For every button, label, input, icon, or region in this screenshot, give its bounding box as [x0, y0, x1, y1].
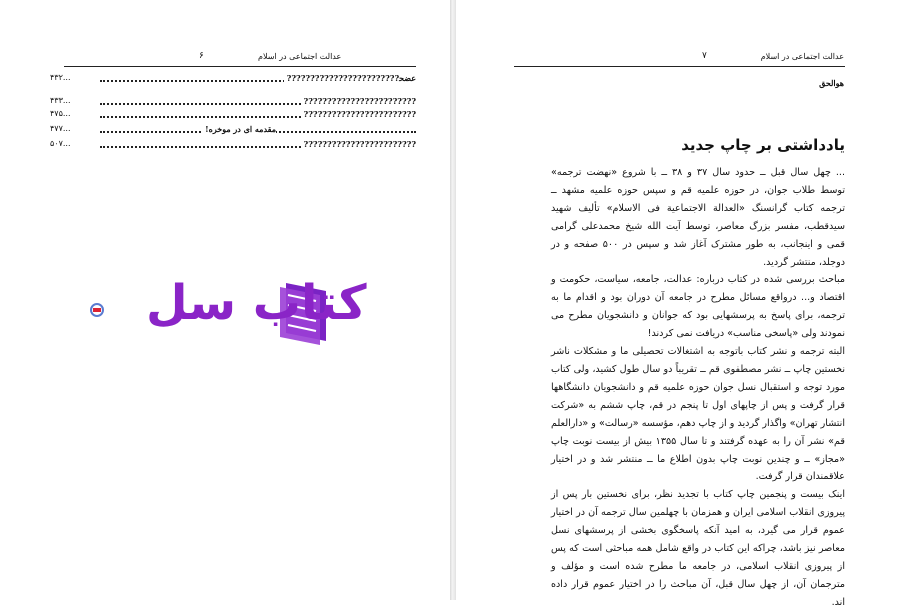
toc-page-number: ۴۳۲...: [50, 73, 71, 82]
right-page: [456, 0, 901, 608]
body-text: [551, 164, 845, 612]
toc-title: ????????????????????????: [301, 139, 417, 149]
paragraph: البته ترجمه و نشر کتاب باتوجه به اشتغالات تحصیلی ما و مشکلات ناشر نخستین چاپ ــ نشر مصطفوی قم ــ تقریباً دو سال طول کشید، ولی کتاب مورد توجه و استقبال نسل جوان حوزه علمیه قم و دانشجویان دانشگاهها قرار گرفت و پس از چاپهای اول تا پنجم در قم، چاپ ششم به «شرکت انتشار تهران» واگذار گردید و از چاپ دهم، مؤسسه «رسالت» و «دارالعلم قم» نشر آن را به عهده گرفتند و تا سال ۱۳۵۵ بیش از بیست نوبت چاپ «مجاز» ــ و چندین نوبت چاپ بدون اطلاع ما ــ منتشر شد و در اختیار علاقمندان قرار گرفت.: [551, 346, 845, 483]
toc-title: ????????????????????????: [301, 109, 417, 119]
toc-title: مقدمه ای در موخره!: [202, 124, 276, 134]
watermark-text: کتاب سل: [146, 275, 367, 331]
toc-row: [50, 124, 416, 136]
toc-title: ????????????????????????: [301, 96, 417, 106]
watermark-logo: [86, 275, 367, 347]
toc-page-number: ۴۷۵...: [50, 109, 71, 118]
left-header-rule: [64, 66, 416, 67]
toc-title: ع‍ض‍ح‍????????????????????????: [284, 73, 416, 83]
toc-page-number: ۴۷۷...: [50, 124, 71, 133]
section-heading: یادداشتی بر چاپ جدید: [681, 136, 845, 154]
toc-page-number: ۴۳۳...: [50, 96, 71, 105]
invocation: هوالحق: [819, 78, 844, 88]
left-page-number: ۶: [199, 51, 204, 61]
toc-row: [50, 109, 416, 121]
toc-row: [50, 139, 416, 151]
right-page-number: ۷: [702, 51, 707, 61]
left-header-title: عدالت اجتماعی در اسلام: [258, 52, 342, 61]
right-header-rule: [514, 66, 845, 67]
paragraph: اینک بیست و پنجمین چاپ کتاب با تجدید نظر، برای نخستین بار پس از پیروزی انقلاب اسلامی ایران و همزمان با چهلمین سال ترجمه آن در اختیار عموم قرار می گیرد، به امید آنکه پاسخگوی بخشی از پرسشهای نسل معاصر نیز باشد، چراکه این کتاب در واقع شامل همه مباحثی است که پس از پیروزی انقلاب اسلامی، در جامعه ما مطرح شده است و مؤلف و مترجمان آن، از چهل سال قبل، آن مباحث را در اختیار عموم قرار داده اند.: [551, 489, 845, 608]
paragraph: ... چهل سال قبل ــ حدود سال ۳۷ و ۳۸ ــ با شروع «نهضت ترجمه» توسط طلاب جوان، در حوزه علمیه قم و سپس حوزه علمیه مشهد ــ ترجمه کتاب گرانسنگ «العدالة الاجتماعیة فی الاسلام» تألیف شهید سیدقطب، مفسر بزرگ معاصر، توسط آیت الله شیخ محمدعلی گرامی قمی و اینجانب، به طور مشترک آغاز شد و سپس در ۵۰۰ صفحه و در دوجلد، منتشر گردید.: [551, 167, 846, 268]
toc-row: [50, 73, 416, 85]
paragraph: مباحث بررسی شده در کتاب درباره: عدالت، جامعه، سیاست، حکومت و اقتصاد و... درواقع مسائل مطرح در جامعه آن دوران بود و اقدام ما به ترجمه، برای پاسخ به پرسشهایی بود که جوانان و دانشجویان مطرح می نمودند ولی «پاسخی مناسب» دریافت نمی کردند!: [551, 274, 845, 340]
left-page: [0, 0, 450, 600]
toc-page-number: ۵۰۷...: [50, 139, 71, 148]
toc-row: [50, 96, 416, 108]
right-header-title: عدالت اجتماعی در اسلام: [760, 52, 844, 61]
